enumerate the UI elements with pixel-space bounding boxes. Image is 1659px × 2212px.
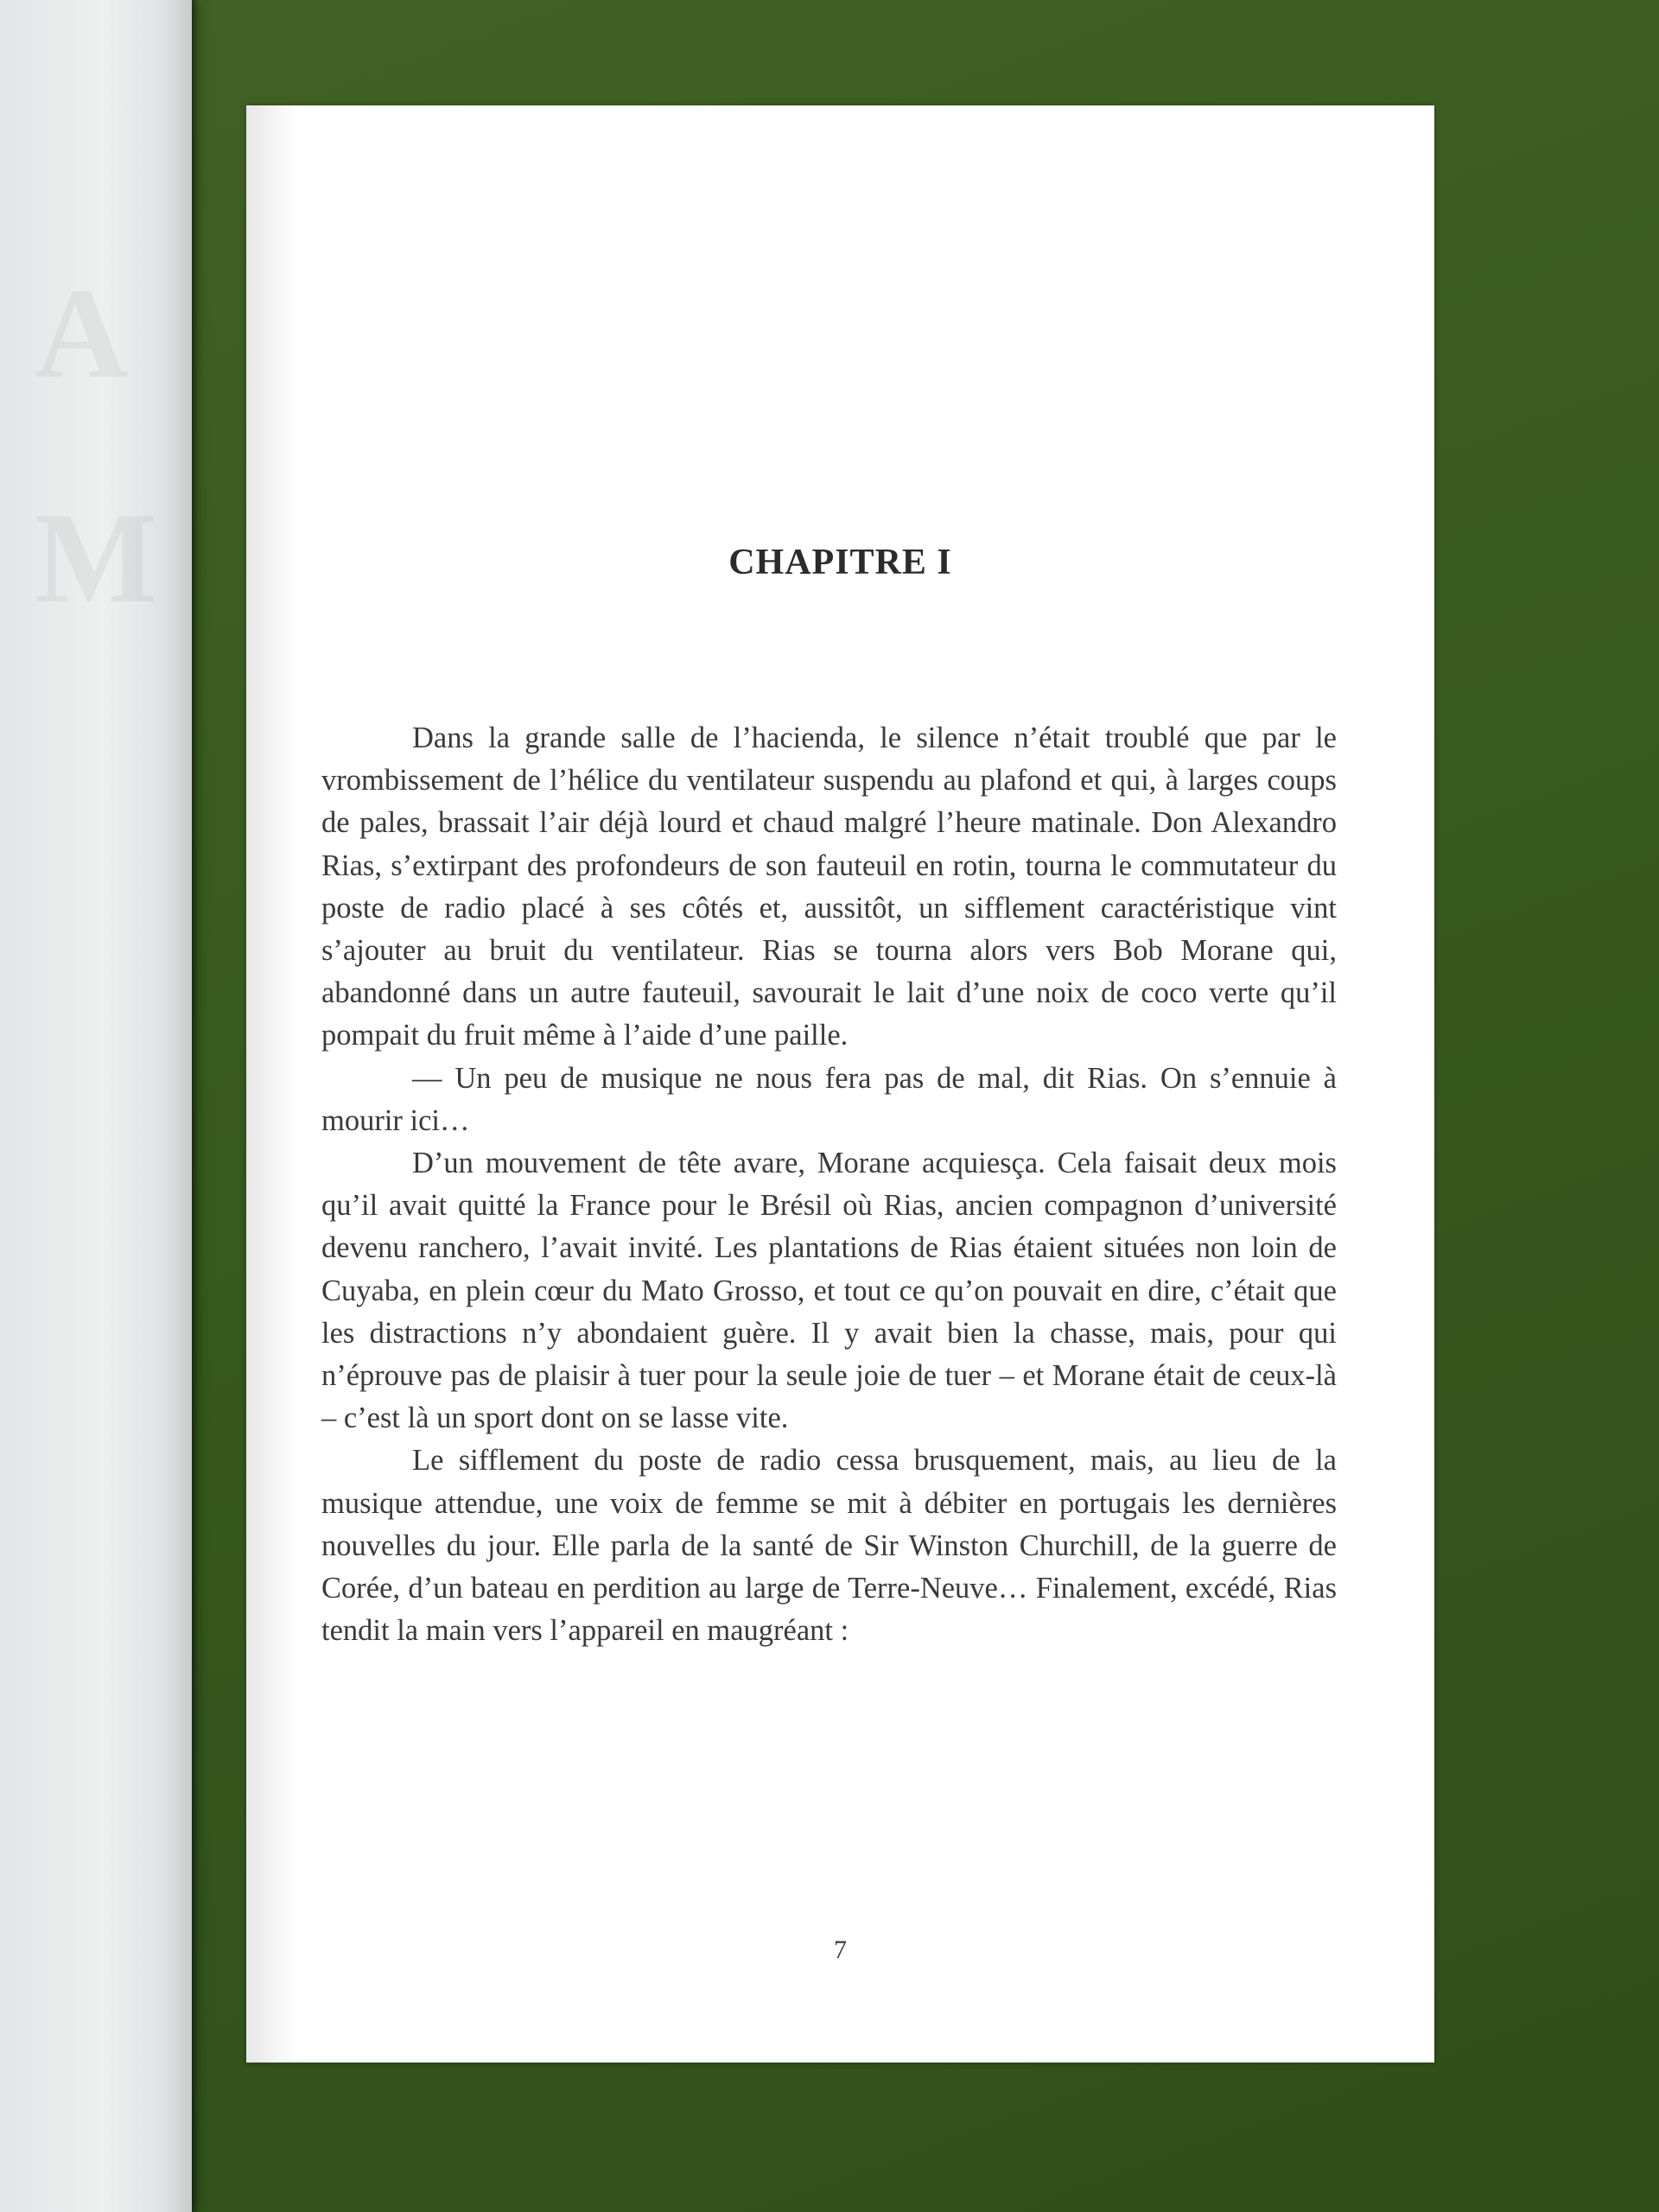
page-gutter-shadow xyxy=(192,0,199,2212)
show-through-glyph: M xyxy=(35,486,157,630)
show-through-glyph: A xyxy=(35,262,129,405)
chapter-title: CHAPITRE I xyxy=(728,543,952,582)
paragraph: Dans la grande salle de l’hacienda, le silence n’était troublé que par le vrombissement de l’hélice du ventilateur suspendu au plafond et qui, à larges coups de pales, brassait l’air déjà lourd et chaud malgré l’heure matinale. Don Alexandro Rias, s’extirpant des profondeurs de son fauteuil en rotin, tourna le commutateur du poste de radio placé à ses côtés et, aussitôt, un sifflement caractéristique vint s’ajouter au bruit du ventilateur. Rias se tourna alors vers Bob Morane qui, abandonné dans un autre fauteuil, savourait le lait d’une noix de coco verte qu’il pompait du fruit même à l’aide d’une paille. xyxy=(321,721,1337,1052)
body-text xyxy=(321,717,1337,1652)
book-page xyxy=(246,105,1434,2063)
paragraph: Le sifflement du poste de radio cessa brusquement, mais, au lieu de la musique attendue, une voix de femme se mit à débiter en portugais les dernières nouvelles du jour. Elle parla de la santé de Sir Winston Churchill, de la guerre de Corée, d’un bateau en perdition au large de Terre-Neuve… Finalement, excédé, Rias tendit la main vers l’appareil en maugréant : xyxy=(321,1444,1337,1648)
page-gutter-shade xyxy=(246,105,298,2063)
paragraph: D’un mouvement de tête avare, Morane acquiesça. Cela faisait deux mois qu’il avait quitté la France pour le Brésil où Rias, ancien compagnon d’université devenu ranchero, l’avait invité. Les plantations de Rias étaient situées non loin de Cuyaba, en plein cœur du Mato Grosso, et tout ce qu’on pouvait en dire, c’était que les distractions n’y abondaient guère. Il y avait bien la chasse, mais, pour qui n’éprouve pas de plaisir à tuer pour la seule joie de tuer – et Morane était de ceux-là – c’est là un sport dont on se lasse vite. xyxy=(321,1147,1337,1435)
paragraph: — Un peu de musique ne nous fera pas de mal, dit Rias. On s’ennuie à mourir ici… xyxy=(321,1061,1337,1137)
left-page xyxy=(0,0,192,2212)
page-number: 7 xyxy=(834,1936,847,1964)
